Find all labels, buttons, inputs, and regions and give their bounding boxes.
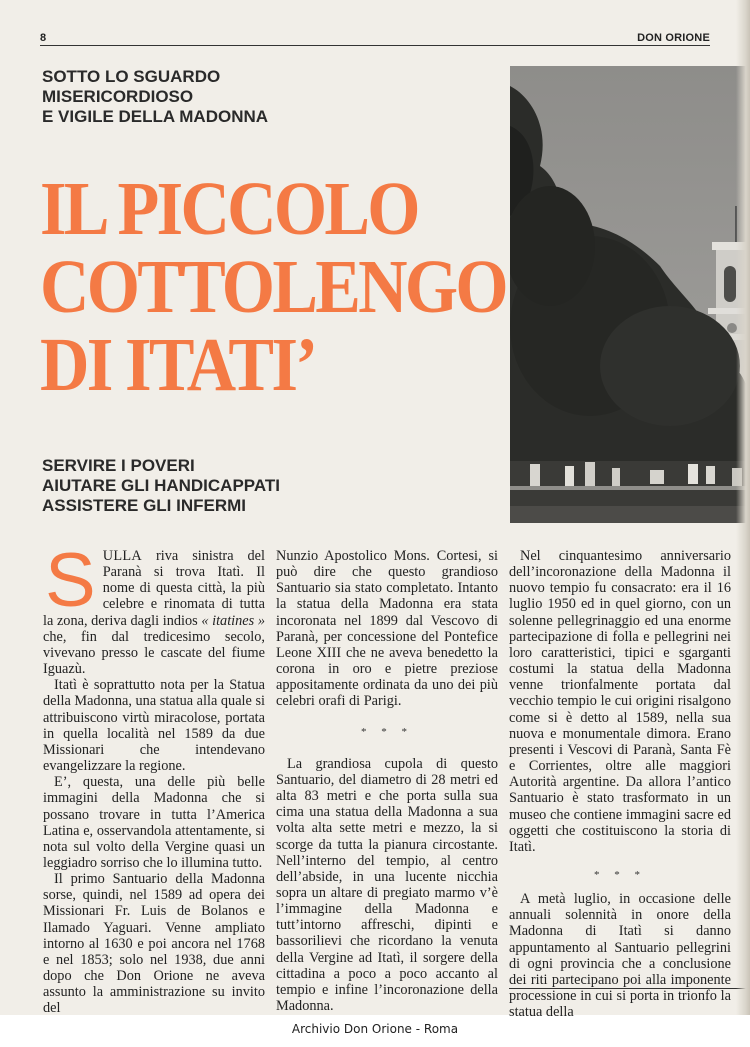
article-paragraph: Il primo Santuario della Madonna sorse, quindi, nel 1589 ad opera dei Missionari Fr. Luis de Bolanos e Ilamado Yaguari. Venne ampliato intorno al 1630 e poi ancora nel 1768 e nel 1853; solo nel 1938, due anni dopo che Don Orione ne aveva assunto la amministrazione su invito del [43,871,265,1017]
magazine-name: DON ORIONE [637,32,710,44]
running-head [40,32,710,46]
drop-cap: S [45,538,96,623]
deck-line: ASSISTERE GLI INFERMI [42,496,247,515]
italic-term: « itatines » [201,612,265,629]
title-line: IL PICCOLO [40,167,418,251]
paragraph-text: riva sinistra del Paranà si trova Itatì. Il nome di questa città, la più celebre e rinomata di tutta la zona, deriva dagli indios [43,548,265,629]
article-deck [42,456,482,516]
header-rule [40,45,710,46]
archive-footer: Archivio Don Orione - Roma [291,1022,459,1036]
article-paragraph: E’, questa, una delle più belle immagini della Madonna che si possano trovare in tutta l’America Latina e, osservandola attentamente, si nota sul volto della Vergine quasi un leggiadro sorriso che lo illumina tutto. [43,774,265,871]
deck-line: SERVIRE I POVERI [42,456,195,475]
article-column-1 [43,538,265,1017]
section-separator: * * * [594,868,646,881]
article-title [40,167,510,407]
kicker-line: SOTTO LO SGUARDO [42,67,221,86]
article-paragraph: Itatì è soprattutto nota per la Statua della Madonna, una statua alla quale si attribuiscono virtù miracolose, portata in quella località nel 1589 da due Missionari che intendevano evangelizzare la regione. [43,677,265,775]
scan-line-artifact [509,988,750,989]
crowd [510,461,750,523]
section-separator: * * * [361,725,413,738]
article-column-3 [509,548,731,1020]
kicker-line: E VIGILE DELLA MADONNA [42,107,269,126]
title-line: COTTOLENGO [40,245,506,329]
article-paragraph: A metà luglio, in occasione delle annuali solennità in onore della Madonna di Itatì si danno appuntamento al Santuario pellegrini di ogni provincia che a conclusione dei riti partecipano poi alla imponente processione in cui si porta in trionfo la statua della [509,891,731,1021]
page-number: 8 [40,32,47,44]
sanctuary-photo [510,66,750,523]
lead-caps: ULLA [102,548,143,564]
kicker-line: MISERICORDIOSO [42,87,194,106]
deck-line: AIUTARE GLI HANDICAPPATI [42,476,280,495]
title-line: DI ITATI’ [40,323,316,407]
article-paragraph [43,538,265,678]
kicker-heading [42,67,482,127]
article-column-2 [276,548,498,1014]
article-paragraph: La grandiosa cupola di questo Santuario, del diametro di 28 metri ed alta 83 metri e che porta sulla sua cima una statua della Madonna a sua volta alta sette metri e mezzo, la si scorge da tutta la pianura circostante. Nell’interno del tempio, al centro dell’abside, in una lucente nicchia sopra un altare di pregiato marmo v’è l’immagine della Madonna e tutt’intorno affreschi, dipinti e bassorilievi che ricordano la venuta della Vergine ad Itatì, il sorgere della cittadina a poco a poco accanto al tempio e infine l’incoronazione della Madonna. [276,755,498,1015]
article-paragraph: Nunzio Apostolico Mons. Cortesi, si può dire che questo grandioso Santuario sia stato completato. Intanto la statua della Madonna era stata incoronata nel 1899 dal Vescovo di Paranà, per concessione del Pontefice Leone XIII che ne aveva benedetto la corona in oro e pietre preziose appositamente ordinata da uno dei più celebri orafi di Parigi. [276,548,498,710]
photo-illustration [510,66,750,523]
article-paragraph: Nel cinquantesimo anniversario dell’incoronazione della Madonna il nuovo tempio fu consacrato: era il 16 luglio 1950 ed in quel giorno, con un solenne pellegrinaggio ed una enorme partecipazione di folla e pellegrini nei loro caratteristici, tipici e sgarganti costumi la statua della Madonna venne trionfalmente portata dal vecchio tempio le cui origini risalgono come si è detto al 1589, nella sua nuova e monumentale dimora. Erano presenti i Vescovi di Paranà, Santa Fè e Corrientes, oltre alle maggiori Autorità argentine. Da allora l’antico Santuario è stato trasformato in un museo che contiene immagini sacre ed oggetti che costituiscono la storia di Itatì. [509,548,731,855]
paragraph-text: che, fin dal tredicesimo secolo, vivevano presso le cascate del fiume Iguazù. [43,628,265,678]
